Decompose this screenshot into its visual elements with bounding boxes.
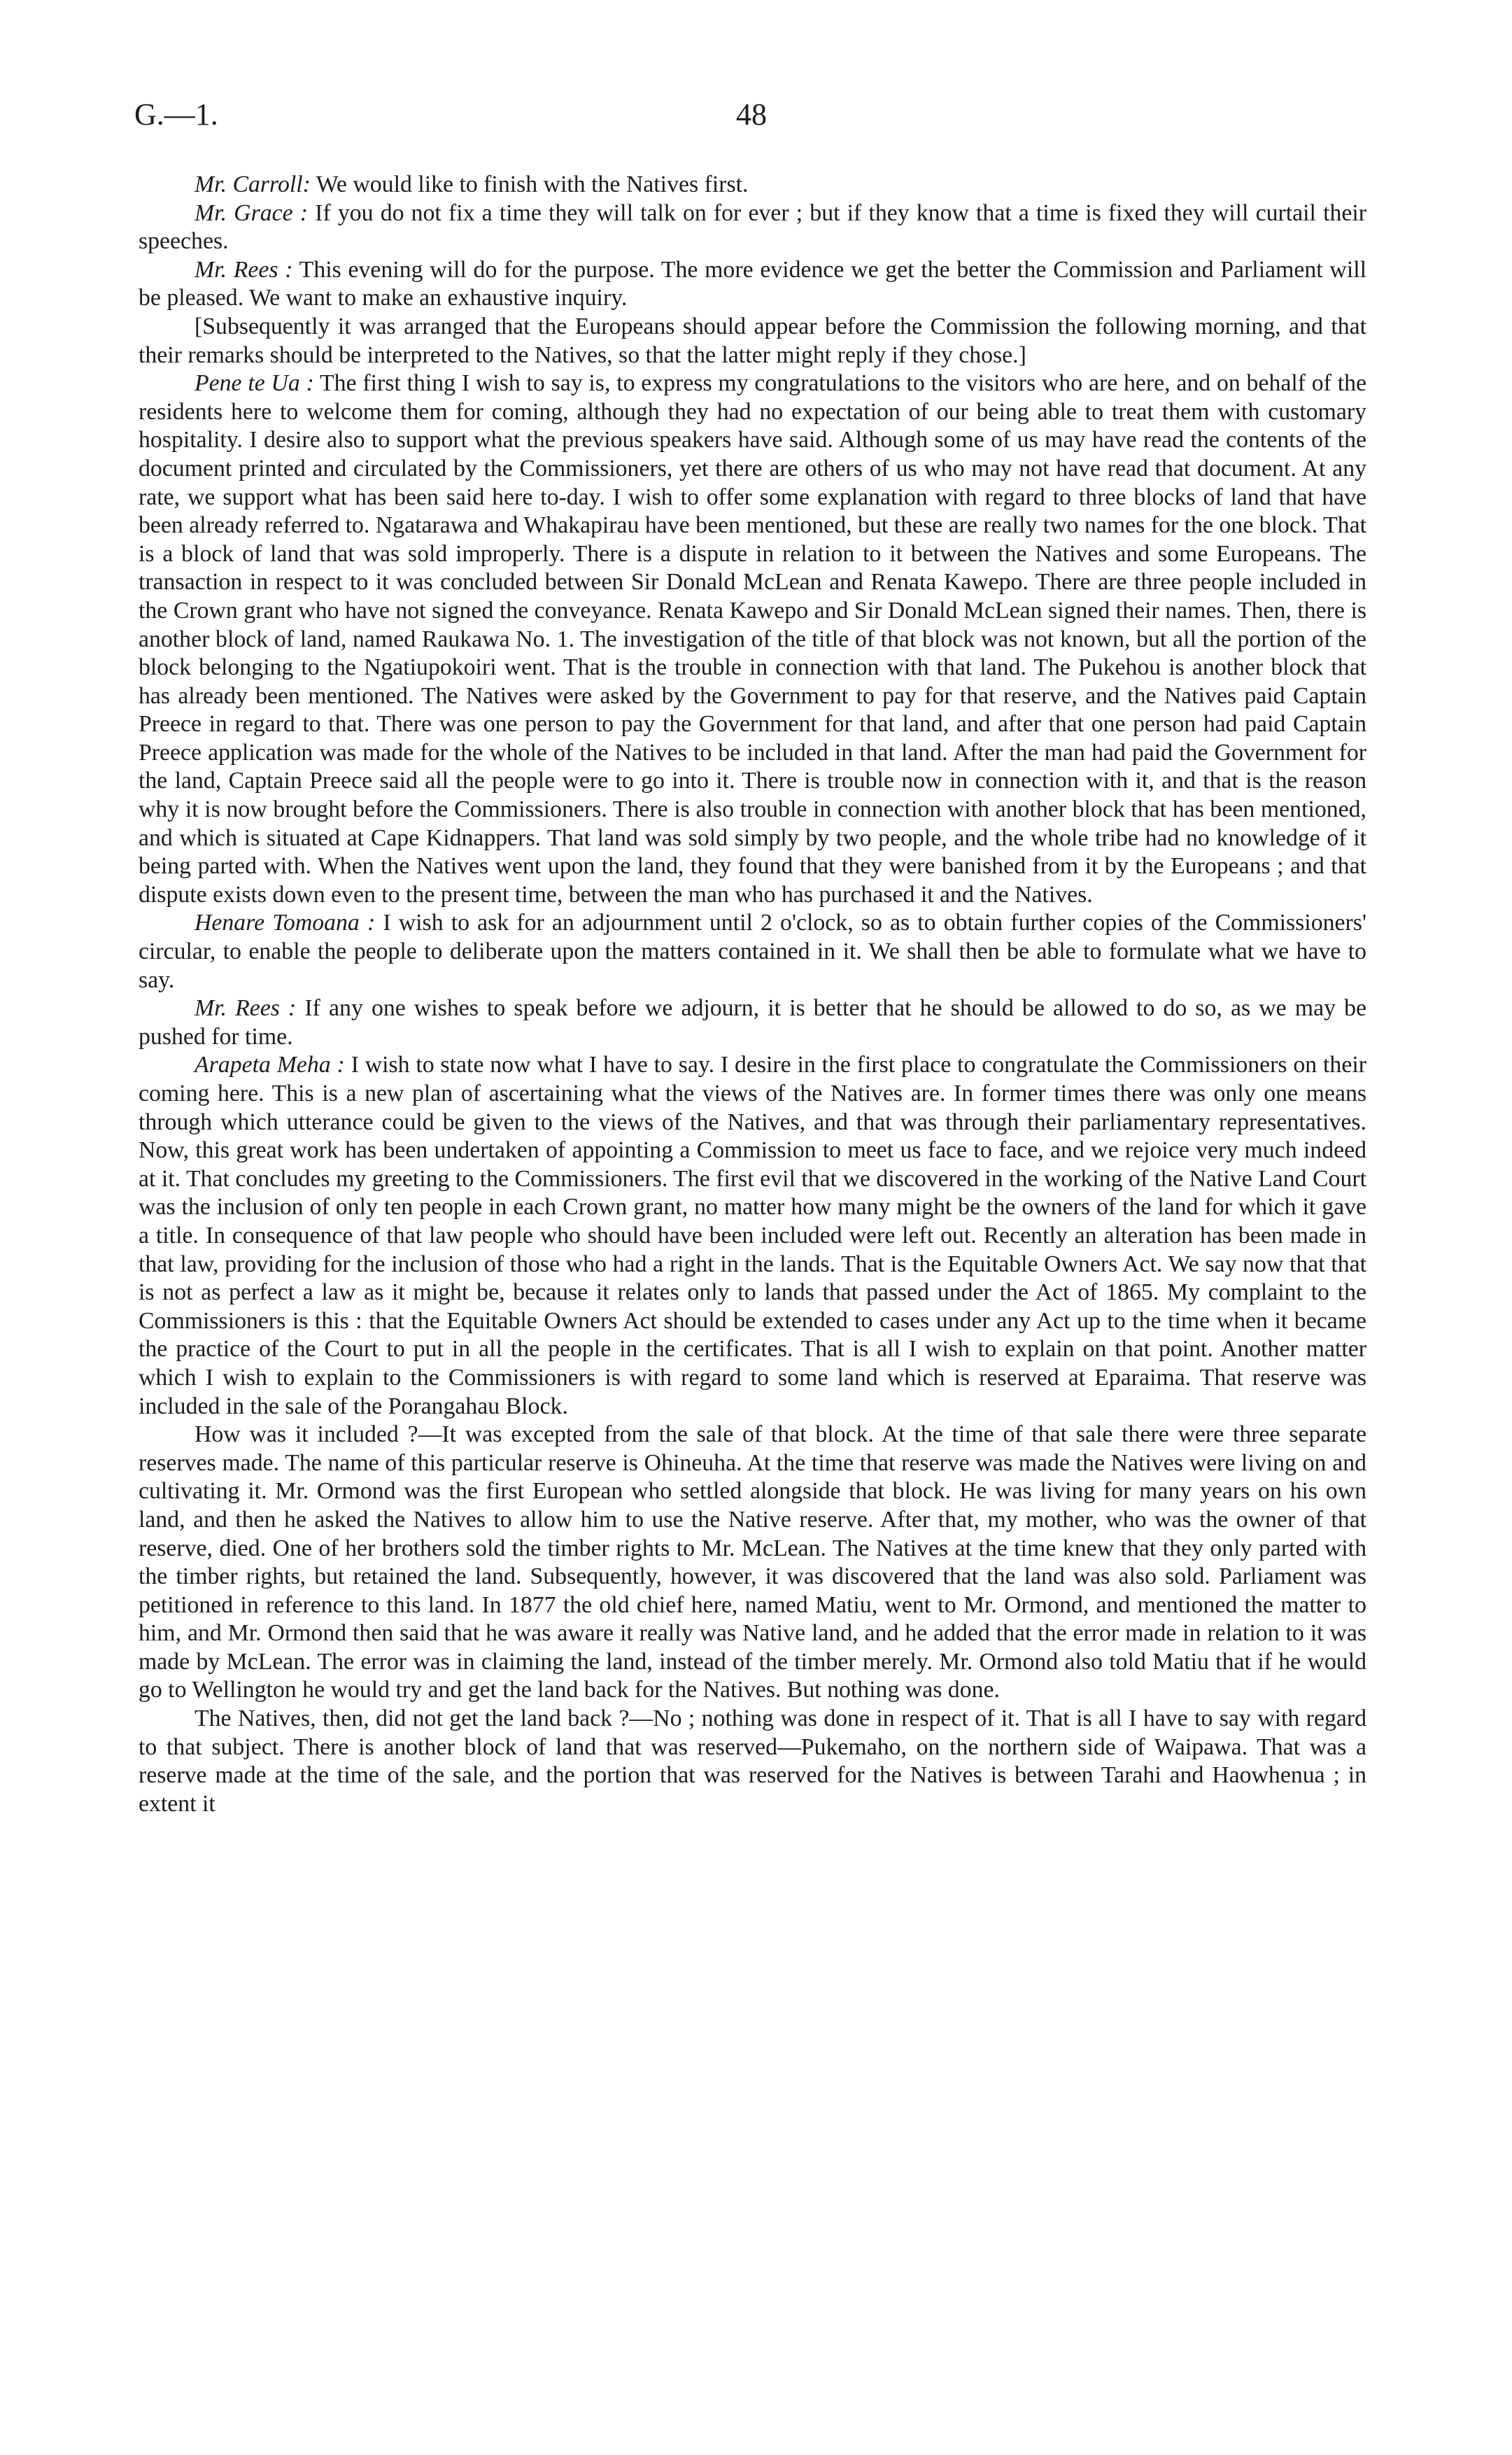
paragraph: [139, 171, 1366, 199]
paragraph-text: We would like to finish with the Natives first.: [310, 171, 749, 197]
paragraph: [139, 909, 1366, 994]
page-number: 48: [736, 97, 767, 132]
speaker-name: Mr. Rees :: [195, 256, 293, 283]
paragraph: [139, 1421, 1366, 1705]
speaker-name: Pene te Ua :: [195, 370, 314, 397]
paragraph-text: If any one wishes to speak before we adjourn, it is better that he should be allowed to do so, as we may be pushed for time.: [139, 995, 1366, 1050]
speaker-name: Henare Tomoana :: [195, 910, 376, 936]
paragraph: [139, 1051, 1366, 1421]
speaker-name: Mr. Carroll:: [195, 171, 311, 197]
paragraph-text: If you do not fix a time they will talk on for ever ; but if they know that a time is fixed they will curtail their speeches.: [139, 199, 1366, 255]
paragraph: [139, 313, 1366, 370]
paragraph: [139, 994, 1366, 1051]
paragraph: [139, 199, 1366, 256]
paragraph: [139, 370, 1366, 909]
paragraph-text: I wish to state now what I have to say. I desire in the first place to congratulate the Commissioners on their coming here. This is a new plan of ascertaining what the views of the Natives are. In former times there was only one means through which utterance could be given to the views of the Natives, and that was through their parliamentary representatives. Now, this great work has been undertaken of appointing a Commission to meet us face to face, and we rejoice very much indeed at it. That concludes my greeting to the Commissioners. The first evil that we discovered in the working of the Native Land Court was the inclusion of only ten people in each Crown grant, no matter how many might be the owners of the land for which it gave a title. In consequence of that law people who should have been included were left out. Recently an alteration has been made in that law, providing for the inclusion of those who had a right in the lands. That is the Equitable Owners Act. We say now that that is not as perfect a law as it might be, because it relates only to lands that passed under the Act of 1865. My complaint to the Commissioners is this : that the Equitable Owners Act should be extended to cases under any Act up to the time when it became the practice of the Court to put in all the people in the certificates. That is all I wish to explain on that point. Another matter which I wish to explain to the Commissioners is with regard to some land which is reserved at Eparaima. That reserve was included in the sale of the Porangahau Block.: [139, 1052, 1366, 1419]
speaker-name: Mr. Grace :: [195, 199, 309, 226]
paragraph: [139, 1705, 1366, 1818]
paragraph-text: The Natives, then, did not get the land back ?—No ; nothing was done in respect of it. That is all I have to say with regard to that subject. There is another block of land that was reserved—Pukemaho, on the northern side of Waipawa. That was a reserve made at the time of the sale, and the portion that was reserved for the Natives is between Tarahi and Haowhenua ; in extent it: [139, 1705, 1366, 1817]
paragraph-text: [Subsequently it was arranged that the Europeans should appear before the Commission the following morning, and that their remarks should be interpreted to the Natives, so that the latter might reply if they chose.]: [139, 313, 1366, 368]
body-text: [139, 171, 1366, 1818]
paragraph-text: The first thing I wish to say is, to express my congratulations to the visitors who are here, and on behalf of the residents here to welcome them for coming, although they had no expectation of our being able to treat them with customary hospitality. I desire also to support what the previous speakers have said. Although some of us may have read the contents of the document printed and circulated by the Commissioners, yet there are others of us who may not have read that document. At any rate, we support what has been said here to-day. I wish to offer some explanation with regard to three blocks of land that have been already referred to. Ngatarawa and Whakapirau have been mentioned, but these are really two names for the one block. That is a block of land that was sold improperly. There is a dispute in relation to it between the Natives and some Europeans. The transaction in respect to it was concluded between Sir Donald McLean and Renata Kawepo. There are three people included in the Crown grant who have not signed the conveyance. Renata Kawepo and Sir Donald McLean signed their names. Then, there is another block of land, named Raukawa No. 1. The investigation of the title of that block was not known, but all the portion of the block belonging to the Ngatiupokoiri went. That is the trouble in connection with that land. The Pukehou is another block that has already been mentioned. The Natives were asked by the Government to pay for that reserve, and the Natives paid Captain Preece in regard to that. There was one person to pay the Government for that land, and after that one person had paid Captain Preece application was made for the whole of the Natives to be included in that land. After the man had paid the Government for the land, Captain Preece said all the people were to go into it. There is trouble now in connection with it, and that is the reason why it is now brought before the Commissioners. There is also trouble in connection with another block that has been mentioned, and which is situated at Cape Kidnappers. That land was sold simply by two people, and the whole tribe had no knowledge of it being parted with. When the Natives went upon the land, they found that they were banished from it by the Europeans ; and that dispute exists down even to the present time, between the man who has purchased it and the Natives.: [139, 370, 1367, 908]
paragraph-text: How was it included ?—It was excepted from the sale of that block. At the time of that sale there were three separate reserves made. The name of this particular reserve is Ohineuha. At the time that reserve was made the Natives were living on and cultivating it. Mr. Ormond was the first European who settled alongside that block. He was living for many years on his own land, and then he asked the Natives to allow him to use the Native reserve. After that, my mother, who was the owner of that reserve, died. One of her brothers sold the timber rights to Mr. McLean. The Natives at the time knew that they only parted with the timber rights, but retained the land. Subsequently, however, it was discovered that the land was also sold. Parliament was petitioned in reference to this land. In 1877 the old chief here, named Matiu, went to Mr. Ormond, and mentioned the matter to him, and Mr. Ormond then said that he was aware it really was Native land, and he added that the error made in relation to it was made by McLean. The error was in claiming the land, instead of the timber merely. Mr. Ormond also told Matiu that if he would go to Wellington he would try and get the land back for the Natives. But nothing was done.: [139, 1421, 1366, 1703]
paragraph-text: I wish to ask for an adjournment until 2 o'clock, so as to obtain further copies of the Commissioners' circular, to enable the people to deliberate upon the matters contained in it. We shall then be able to formulate what we have to say.: [139, 910, 1366, 993]
speaker-name: Arapeta Meha :: [195, 1052, 345, 1078]
document-reference: G.—1.: [134, 97, 218, 132]
paragraph-text: This evening will do for the purpose. The more evidence we get the better the Commission and Parliament will be pleased. We want to make an exhaustive inquiry.: [139, 256, 1366, 311]
speaker-name: Mr. Rees :: [195, 995, 297, 1022]
paragraph: [139, 256, 1366, 313]
